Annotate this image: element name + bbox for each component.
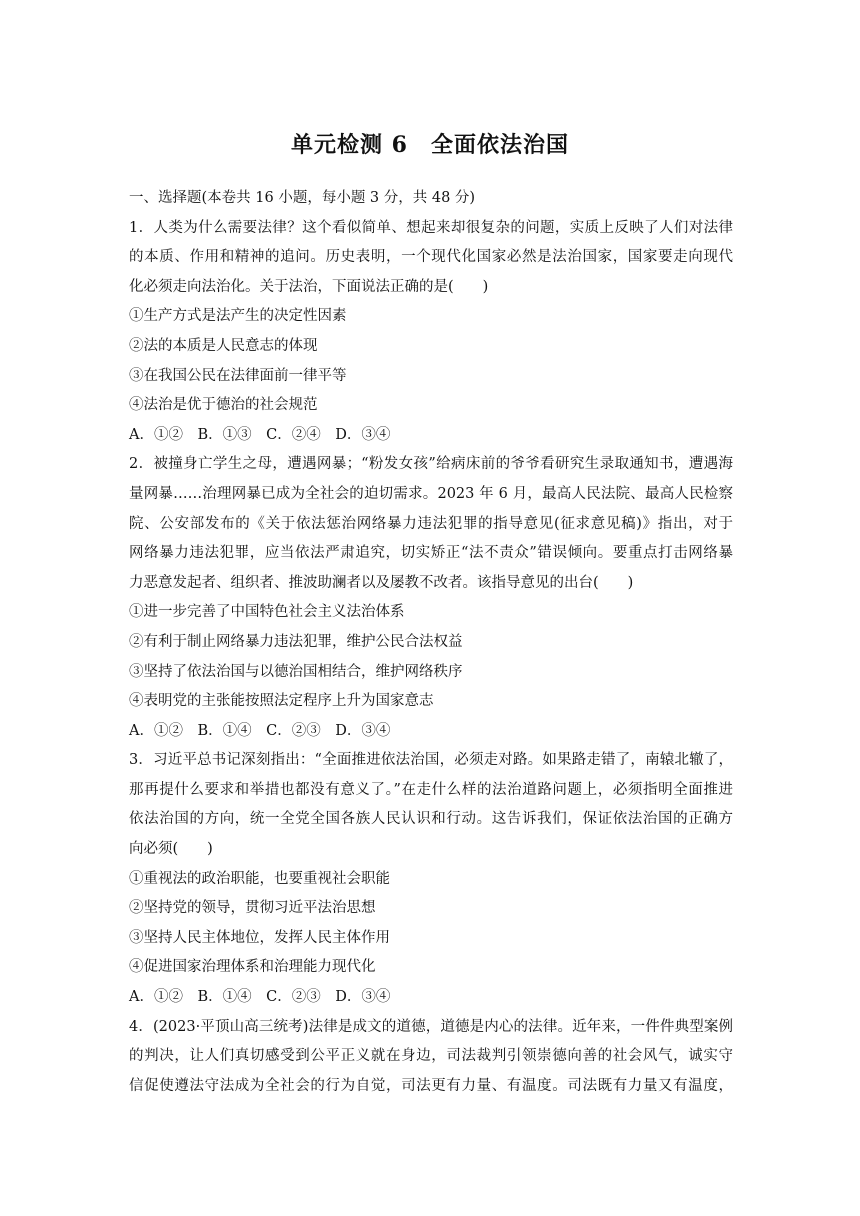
text-line: 的本质、作用和精神的追问。历史表明，一个现代化国家必然是法治国家，国家要走向现代: [129, 249, 733, 266]
text-line: 4．(2023·平顶山高三统考)法律是成文的道德，道德是内心的法律。近年来，一件件典型案例: [129, 1018, 733, 1035]
text-line: ④法治是优于德治的社会规范: [129, 397, 318, 414]
text-line: ①生产方式是法产生的决定性因素: [129, 308, 347, 325]
text-line: ③坚持人民主体地位，发挥人民主体作用: [129, 929, 390, 946]
text-line: ②坚持党的领导，贯彻习近平法治思想: [129, 900, 376, 917]
text-line: ③在我国公民在法律面前一律平等: [129, 367, 347, 384]
text-line: 网络暴力违法犯罪，应当依法严肃追究，切实矫正“法不责众”错误倾向。要重点打击网络暴: [129, 545, 733, 562]
text-line: 依法治国的方向，统一全党全国各族人民认识和行动。这告诉我们，保证依法治国的正确方: [129, 811, 733, 828]
text-line: ①重视法的政治职能，也要重视社会职能: [129, 870, 390, 887]
text-line: 那再提什么要求和举措也都没有意义了。”在走什么样的法治道路问题上，必须指明全面推进: [129, 781, 733, 798]
text-line: 信促使遵法守法成为全社会的行为自觉，司法更有力量、有温度。司法既有力量又有温度，: [129, 1077, 733, 1094]
text-line: 量网暴……治理网暴已成为全社会的迫切需求。2023 年 6 月，最高人民法院、最高人民检察: [129, 485, 733, 502]
page-title: 单元检测 6 全面依法治国: [291, 132, 569, 158]
text-line: ②有利于制止网络暴力违法犯罪，维护公民合法权益: [129, 633, 463, 650]
text-line: ④促进国家治理体系和治理能力现代化: [129, 959, 376, 976]
text-line: 1．人类为什么需要法律？这个看似简单、想起来却很复杂的问题，实质上反映了人们对法律: [129, 219, 733, 236]
text-line: 一、选择题(本卷共 16 小题，每小题 3 分，共 48 分): [129, 190, 476, 206]
text-line: 向必须( ): [129, 841, 213, 858]
text-line: 的判决，让人们真切感受到公平正义就在身边，司法裁判引领崇德向善的社会风气，诚实守: [129, 1048, 733, 1065]
document-body: [129, 184, 733, 1101]
text-line: 2．被撞身亡学生之母，遭遇网暴；“粉发女孩”给病床前的爷爷看研究生录取通知书，遭遇海: [129, 456, 733, 473]
text-line: A．①② B．①④ C．②③ D．③④: [129, 989, 391, 1006]
text-line: ③坚持了依法治国与以德治国相结合，维护网络秩序: [129, 663, 463, 680]
text-line: 院、公安部发布的《关于依法惩治网络暴力违法犯罪的指导意见(征求意见稿)》指出，对于: [129, 515, 733, 532]
text-line: ①进一步完善了中国特色社会主义法治体系: [129, 604, 405, 621]
text-line: A．①② B．①④ C．②③ D．③④: [129, 722, 391, 739]
text-line: 化必须走向法治化。关于法治，下面说法正确的是( ): [129, 278, 489, 295]
text-line: 3．习近平总书记深刻指出：“全面推进依法治国，必须走对路。如果路走错了，南辕北辙了，: [129, 752, 733, 769]
text-line: 力恶意发起者、组织者、推波助澜者以及屡教不改者。该指导意见的出台( ): [129, 574, 634, 591]
text-line: A．①② B．①③ C．②④ D．③④: [129, 426, 391, 443]
text-line: ②法的本质是人民意志的体现: [129, 337, 318, 354]
text-line: ④表明党的主张能按照法定程序上升为国家意志: [129, 693, 434, 710]
